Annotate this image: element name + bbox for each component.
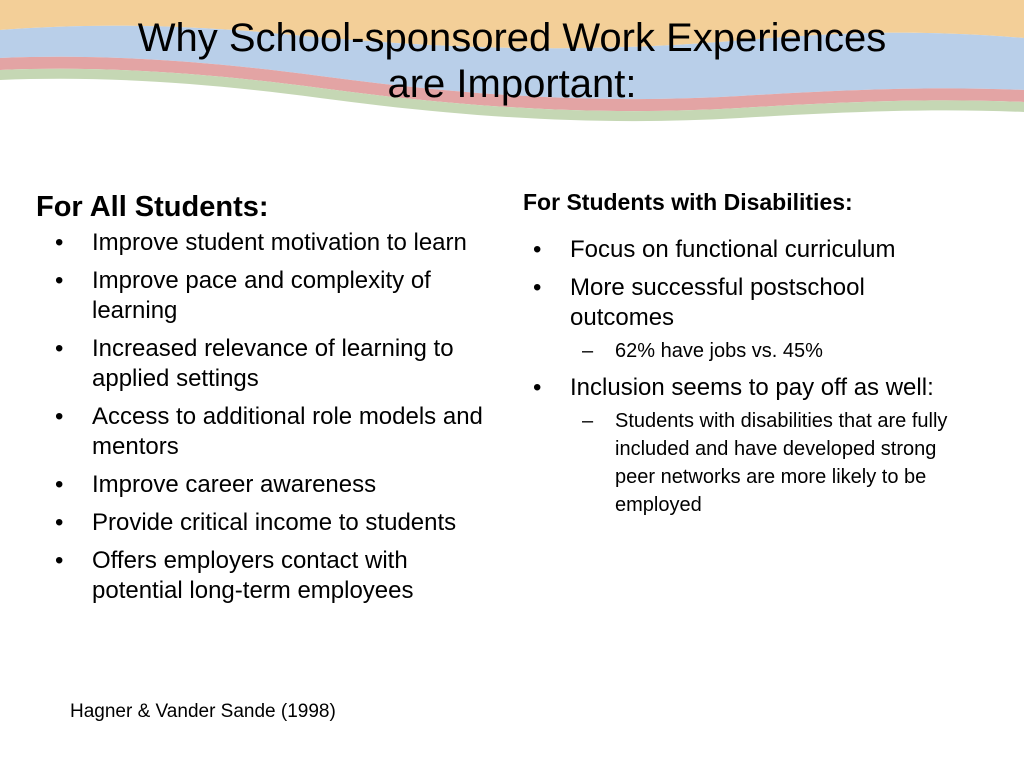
bullet-icon: • [533,236,542,263]
dash-icon: – [582,340,594,362]
bullet-icon: • [55,471,64,498]
dash-icon: – [582,410,594,432]
list-item [55,546,490,606]
list-item-text: Access to additional role models and mentors [92,403,483,460]
list-item-text: Focus on functional curriculum [570,236,896,263]
list-item-text: More successful postschool outcomes [570,274,865,331]
sub-list-item [570,407,973,519]
list-item [533,235,973,265]
heading-students-with-disabilities: For Students with Disabilities: [523,189,853,215]
bullet-icon: • [55,229,64,256]
sub-list [570,407,973,519]
citation: Hagner & Vander Sande (1998) [70,701,336,722]
list-item [55,228,490,258]
list-item [533,373,973,519]
bullet-icon: • [533,274,542,301]
list-item [55,266,490,326]
list-item-text: Offers employers contact with potential long-term employees [92,547,414,604]
bullet-icon: • [55,547,64,574]
sub-list [570,337,973,365]
sub-list-item-text: Students with disabilities that are fully included and have developed strong peer networks are more likely to be employed [615,410,948,516]
slide-title: Why School-sponsored Work Experiences are Important: [137,16,887,106]
list-item-text: Increased relevance of learning to applied settings [92,335,454,392]
list-item-text: Inclusion seems to pay off as well: [570,374,934,401]
list-item-text: Provide critical income to students [92,509,457,536]
bullet-icon: • [55,267,64,294]
bullet-icon: • [533,374,542,401]
list-item [55,508,490,538]
list-item-text: Improve career awareness [92,471,377,498]
disabilities-list [533,235,973,527]
all-students-list [55,228,490,614]
list-item-text: Improve pace and complexity of learning [92,267,431,324]
heading-for-all-students: For All Students: [36,191,269,223]
bullet-icon: • [55,403,64,430]
list-item [55,402,490,462]
list-item [55,470,490,500]
list-item [533,273,973,365]
sub-list-item [570,337,973,365]
bullet-icon: • [55,509,64,536]
sub-list-item-text: 62% have jobs vs. 45% [615,340,823,362]
list-item-text: Improve student motivation to learn [92,229,467,256]
bullet-icon: • [55,335,64,362]
list-item [55,334,490,394]
